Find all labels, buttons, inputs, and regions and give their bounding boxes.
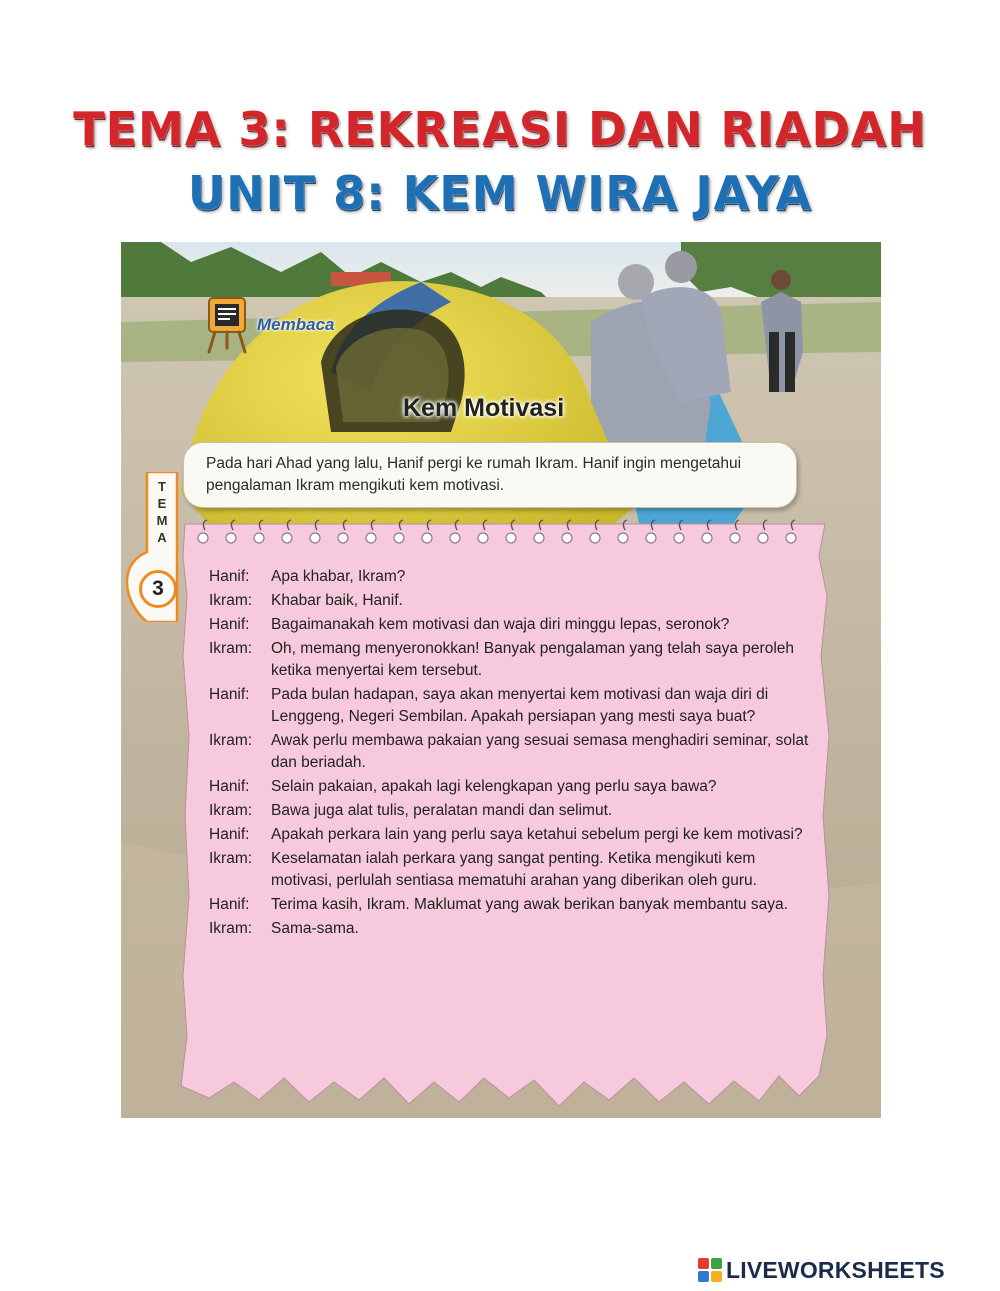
dialogue xyxy=(209,566,809,942)
speech: Pada bulan hadapan, saya akan menyertai kem motivasi dan waja diri di Lenggeng, Negeri Sembilan. Apakah persiapan yang mesti saya buat? xyxy=(271,686,769,725)
tema-tab xyxy=(125,472,185,622)
liveworksheets-logo-icon xyxy=(697,1257,723,1283)
tema-letter: E xyxy=(157,496,167,511)
speaker: Hanif: xyxy=(209,686,250,703)
speaker: Hanif: xyxy=(209,778,250,795)
dialogue-line xyxy=(209,800,809,822)
liveworksheets-brand[interactable] xyxy=(697,1255,945,1285)
dialogue-line xyxy=(209,730,809,774)
dialogue-line xyxy=(209,638,809,682)
dialogue-note xyxy=(179,516,831,1106)
dialogue-line xyxy=(209,894,809,916)
speaker: Ikram: xyxy=(209,850,253,867)
brand-text: LIVEWORKSHEETS xyxy=(726,1256,945,1283)
dialogue-line xyxy=(209,824,809,846)
speech: Bagaimanakah kem motivasi dan waja diri minggu lepas, seronok? xyxy=(271,616,730,633)
intro-box xyxy=(183,442,797,508)
speech: Apakah perkara lain yang perlu saya ketahui sebelum pergi ke kem motivasi? xyxy=(271,826,803,843)
dialogue-line xyxy=(209,590,809,612)
speech: Awak perlu membawa pakaian yang sesuai semasa menghadiri seminar, solat dan beriadah. xyxy=(271,732,809,771)
speaker: Ikram: xyxy=(209,802,253,819)
speaker: Ikram: xyxy=(209,640,253,657)
easel-icon xyxy=(205,296,249,354)
dialogue-line xyxy=(209,776,809,798)
speech: Khabar baik, Hanif. xyxy=(271,592,403,609)
unit-title: UNIT 8: KEM WIRA JAYA xyxy=(187,166,813,220)
tema-letter: A xyxy=(157,530,167,545)
speech: Keselamatan ialah perkara yang sangat penting. Ketika mengikuti kem motivasi, perlulah sentiasa mematuhi arahan yang diberikan oleh guru. xyxy=(271,850,757,889)
dialogue-line xyxy=(209,566,809,588)
speaker: Hanif: xyxy=(209,568,250,585)
textbook-page xyxy=(121,242,881,1118)
story-title: Kem Motivasi xyxy=(403,394,565,422)
speech: Sama-sama. xyxy=(271,920,359,937)
speaker: Hanif: xyxy=(209,616,250,633)
dialogue-line xyxy=(209,848,809,892)
speech: Oh, memang menyeronokkan! Banyak pengalaman yang telah saya peroleh ketika menyertai kem tersebut. xyxy=(271,640,795,679)
tema-letter: M xyxy=(156,513,168,528)
speech: Terima kasih, Ikram. Maklumat yang awak berikan banyak membantu saya. xyxy=(271,896,788,913)
speaker: Hanif: xyxy=(209,826,250,843)
tema-letter: T xyxy=(158,479,166,494)
tema-letters xyxy=(154,478,170,546)
speaker: Ikram: xyxy=(209,592,253,609)
speaker: Ikram: xyxy=(209,920,253,937)
dialogue-line xyxy=(209,918,809,940)
intro-text: Pada hari Ahad yang lalu, Hanif pergi ke rumah Ikram. Hanif ingin mengetahui pengalaman Ikram mengikuti kem motivasi. xyxy=(206,455,742,494)
section-label xyxy=(205,295,334,355)
speech: Apa khabar, Ikram? xyxy=(271,568,406,585)
dialogue-line xyxy=(209,684,809,728)
tema-number: 3 xyxy=(139,570,177,608)
theme-title: TEMA 3: REKREASI DAN RIADAH xyxy=(73,102,927,156)
speaker: Hanif: xyxy=(209,896,250,913)
speech: Bawa juga alat tulis, peralatan mandi dan selimut. xyxy=(271,802,613,819)
dialogue-line xyxy=(209,614,809,636)
section-label-text: Membaca xyxy=(257,315,335,334)
speaker: Ikram: xyxy=(209,732,253,749)
speech: Selain pakaian, apakah lagi kelengkapan yang perlu saya bawa? xyxy=(271,778,717,795)
